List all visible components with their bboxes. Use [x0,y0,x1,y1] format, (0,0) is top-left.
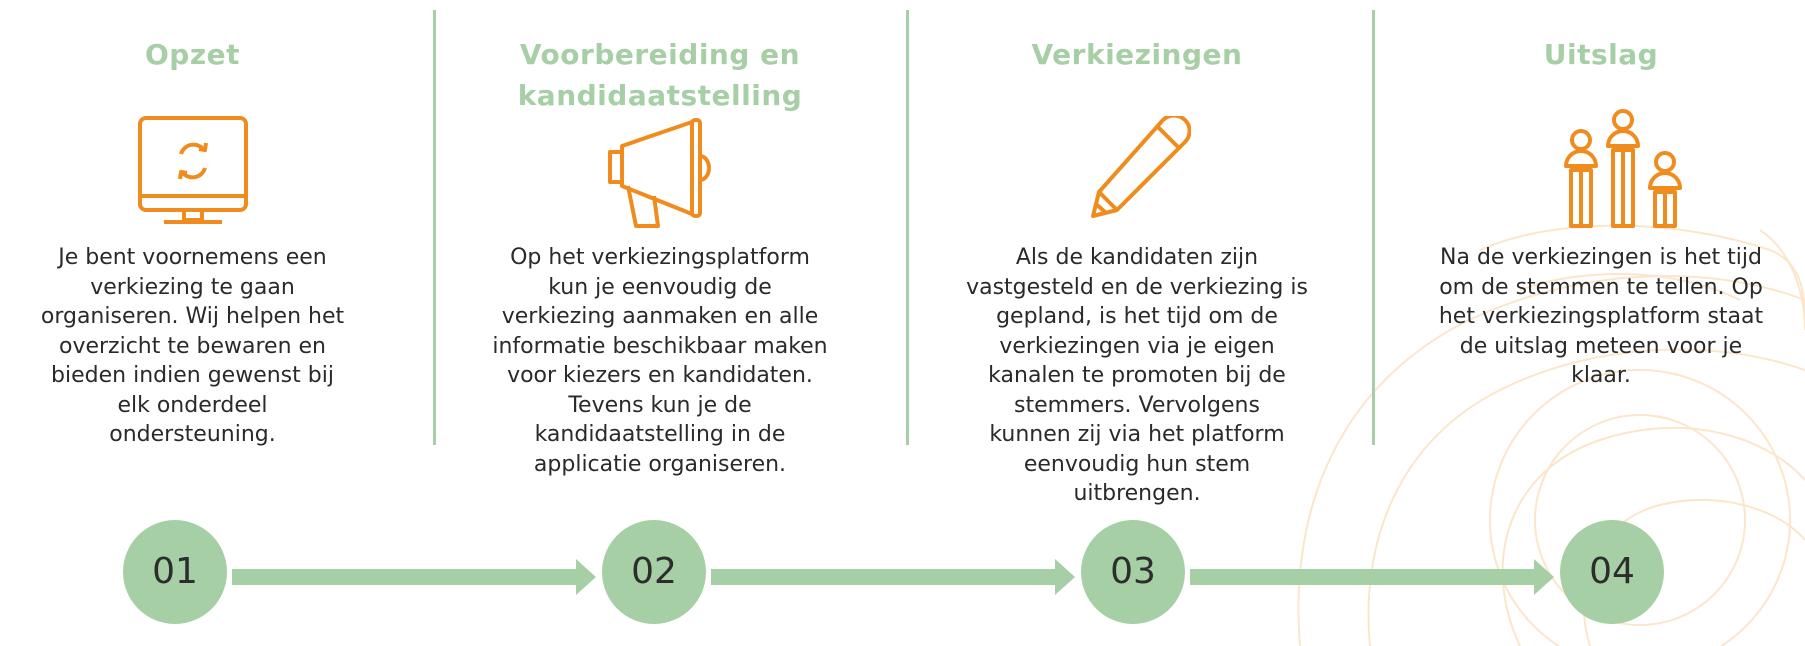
step-number-circle: 01 [123,520,227,624]
text-line: de uitslag meteen voor je [1459,333,1743,359]
text-line: kunnen zij via het platform [989,422,1285,447]
text-line: vastgesteld en de verkiezing is [966,274,1308,300]
monitor-refresh-icon [138,112,248,230]
text-line: informatie beschikbaar maken [492,333,828,359]
phase-title-line: Voorbereiding en [519,38,801,71]
phase-description [1405,243,1797,391]
text-line: elk onderdeel [117,392,268,418]
right-arrow-icon [711,559,1075,595]
text-line: het verkiezingsplatform staat [1438,304,1764,329]
right-arrow-icon [1190,559,1554,595]
text-line: stemmers. Vervolgens [1014,392,1260,418]
text-line: kandidaatstelling in de [534,422,786,447]
right-arrow-icon [232,559,596,595]
phase-description [465,243,855,479]
text-line: Als de kandidaten zijn [1015,245,1259,270]
phase-title-line: Verkiezingen [1031,38,1243,71]
megaphone-icon [608,118,712,230]
text-line: Tevens kun je de [568,392,752,418]
text-line: bieden indien gewenst bij [51,363,334,388]
phase-title [20,34,365,75]
text-line: om de stemmen te tellen. Op [1439,274,1763,300]
phase-title-line: Opzet [144,38,241,71]
column-divider [433,10,436,445]
text-line: gepland, is het tijd om de [996,304,1278,329]
text-line: verkiezing aanmaken en alle [501,304,819,329]
step-number-circle: 03 [1081,520,1185,624]
text-line: applicatie organiseren. [533,451,787,477]
text-line: Na de verkiezingen is het tijd [1440,245,1762,270]
phase-title [932,34,1342,75]
phase-title [1405,34,1797,75]
phase-title-line: kandidaatstelling [517,79,803,112]
pencil-icon [1087,116,1191,220]
column-divider [1372,10,1375,445]
text-line: kanalen te promoten bij de [988,363,1286,388]
text-line: klaar. [1571,363,1631,388]
text-line: verkiezing te gaan [90,274,295,300]
text-line: voor kiezers en kandidaten. [507,363,813,388]
text-line: uitbrengen. [1073,481,1201,506]
text-line: ondersteuning. [109,422,276,447]
phase-title-line: Uitslag [1543,38,1659,71]
text-line: eenvoudig hun stem [1023,451,1251,477]
text-line: Je bent voornemens een [58,245,327,270]
text-line: Op het verkiezingsplatform [510,245,810,270]
text-line: verkiezingen via je eigen [999,333,1275,359]
phase-description [932,243,1342,509]
step-number-circle: 04 [1560,520,1664,624]
step-number-circle: 02 [602,520,706,624]
text-line: organiseren. Wij helpen het [40,304,345,329]
phase-description [20,243,365,450]
podium-people-icon [1561,108,1685,230]
text-line: overzicht te bewaren en [58,333,327,359]
phase-title [465,34,855,116]
column-divider [906,10,909,445]
text-line: kun je eenvoudig de [548,274,772,300]
